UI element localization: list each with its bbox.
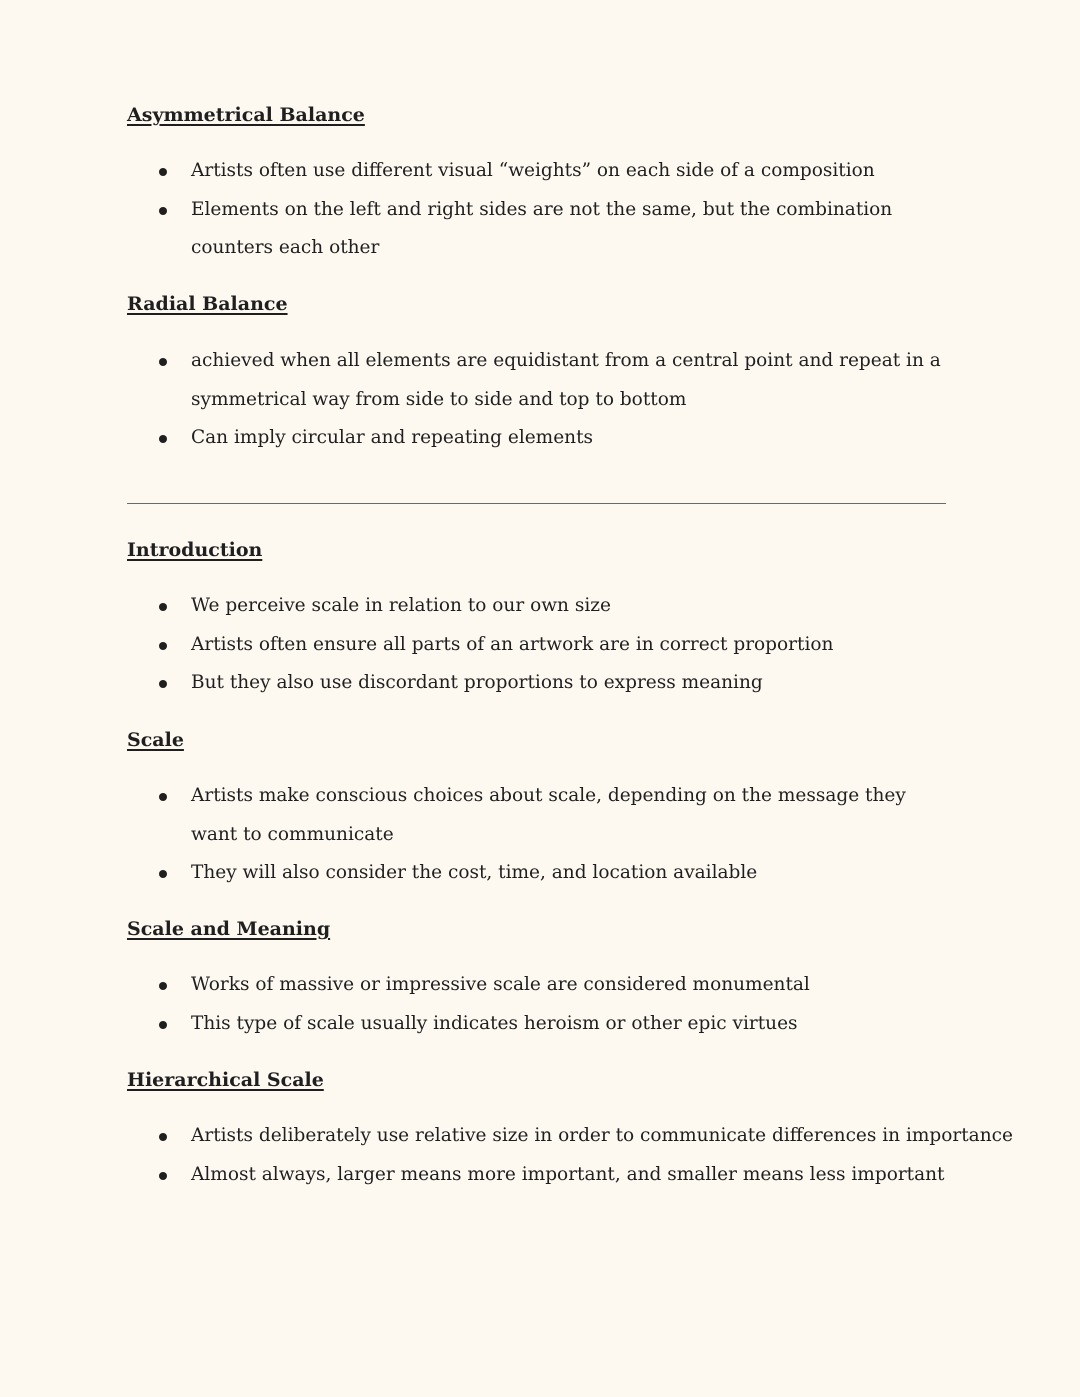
list-item-text: They will also consider the cost, time, and location available	[191, 862, 758, 884]
bullet-list-scale	[150, 777, 950, 893]
list-item	[150, 777, 950, 854]
list-item-text: Works of massive or impressive scale are considered monumental	[191, 974, 810, 995]
bullet-icon	[159, 680, 167, 688]
section-heading-introduction: Introduction	[127, 539, 263, 561]
list-item-text: But they also use discordant proportions to express meaning	[191, 672, 763, 694]
bullet-list-scale-and-meaning	[150, 966, 950, 1043]
bullet-icon	[159, 642, 167, 650]
bullet-icon	[159, 870, 167, 878]
bullet-icon	[159, 358, 167, 366]
list-item-text: We perceive scale in relation to our own size	[191, 595, 611, 616]
list-item-text: achieved when all elements are equidistant from a central point and repeat in a symmetrical way from side to side and top to bottom	[191, 350, 941, 410]
bullet-icon	[159, 1172, 167, 1180]
list-item	[150, 626, 950, 665]
list-item	[150, 191, 950, 268]
section-heading-scale-and-meaning: Scale and Meaning	[127, 918, 331, 940]
section-heading-hierarchical-scale: Hierarchical Scale	[127, 1069, 324, 1091]
list-item-text: Can imply circular and repeating elements	[191, 427, 594, 449]
list-item	[150, 1005, 950, 1044]
list-item	[150, 854, 950, 893]
bullet-icon	[159, 793, 167, 801]
list-item-text: Artists often use different visual “weights” on each side of a composition	[191, 160, 875, 181]
list-item-text: Artists often ensure all parts of an artwork are in correct proportion	[191, 633, 834, 655]
bullet-icon	[159, 603, 167, 611]
horizontal-divider	[127, 503, 946, 504]
list-item-text: Artists deliberately use relative size in order to communicate differences in importance	[191, 1125, 1013, 1146]
bullet-list-hierarchical-scale	[150, 1117, 1013, 1194]
list-item	[150, 152, 950, 191]
bullet-list-introduction	[150, 587, 950, 703]
list-item	[150, 966, 950, 1005]
bullet-icon	[159, 168, 167, 176]
bullet-icon	[159, 207, 167, 215]
list-item-text: This type of scale usually indicates heroism or other epic virtues	[191, 1012, 798, 1034]
list-item	[150, 1156, 970, 1195]
section-heading-scale: Scale	[127, 729, 184, 751]
list-item	[150, 1117, 1013, 1156]
list-item	[150, 419, 950, 458]
bullet-icon	[159, 1021, 167, 1029]
list-item-text: Almost always, larger means more important, and smaller means less important	[191, 1163, 945, 1185]
list-item-text: Elements on the left and right sides are not the same, but the combination counters each other	[191, 198, 893, 259]
list-item	[150, 587, 950, 626]
section-heading-asymmetrical-balance: Asymmetrical Balance	[127, 104, 365, 126]
list-item-text: Artists make conscious choices about scale, depending on the message they want to communicate	[191, 785, 906, 845]
section-heading-radial-balance: Radial Balance	[127, 293, 288, 315]
list-item	[150, 342, 950, 419]
bullet-icon	[159, 982, 167, 990]
bullet-icon	[159, 1133, 167, 1141]
bullet-icon	[159, 435, 167, 443]
bullet-list-asymmetrical-balance	[150, 152, 950, 268]
bullet-list-radial-balance	[150, 342, 950, 458]
list-item	[150, 664, 950, 703]
